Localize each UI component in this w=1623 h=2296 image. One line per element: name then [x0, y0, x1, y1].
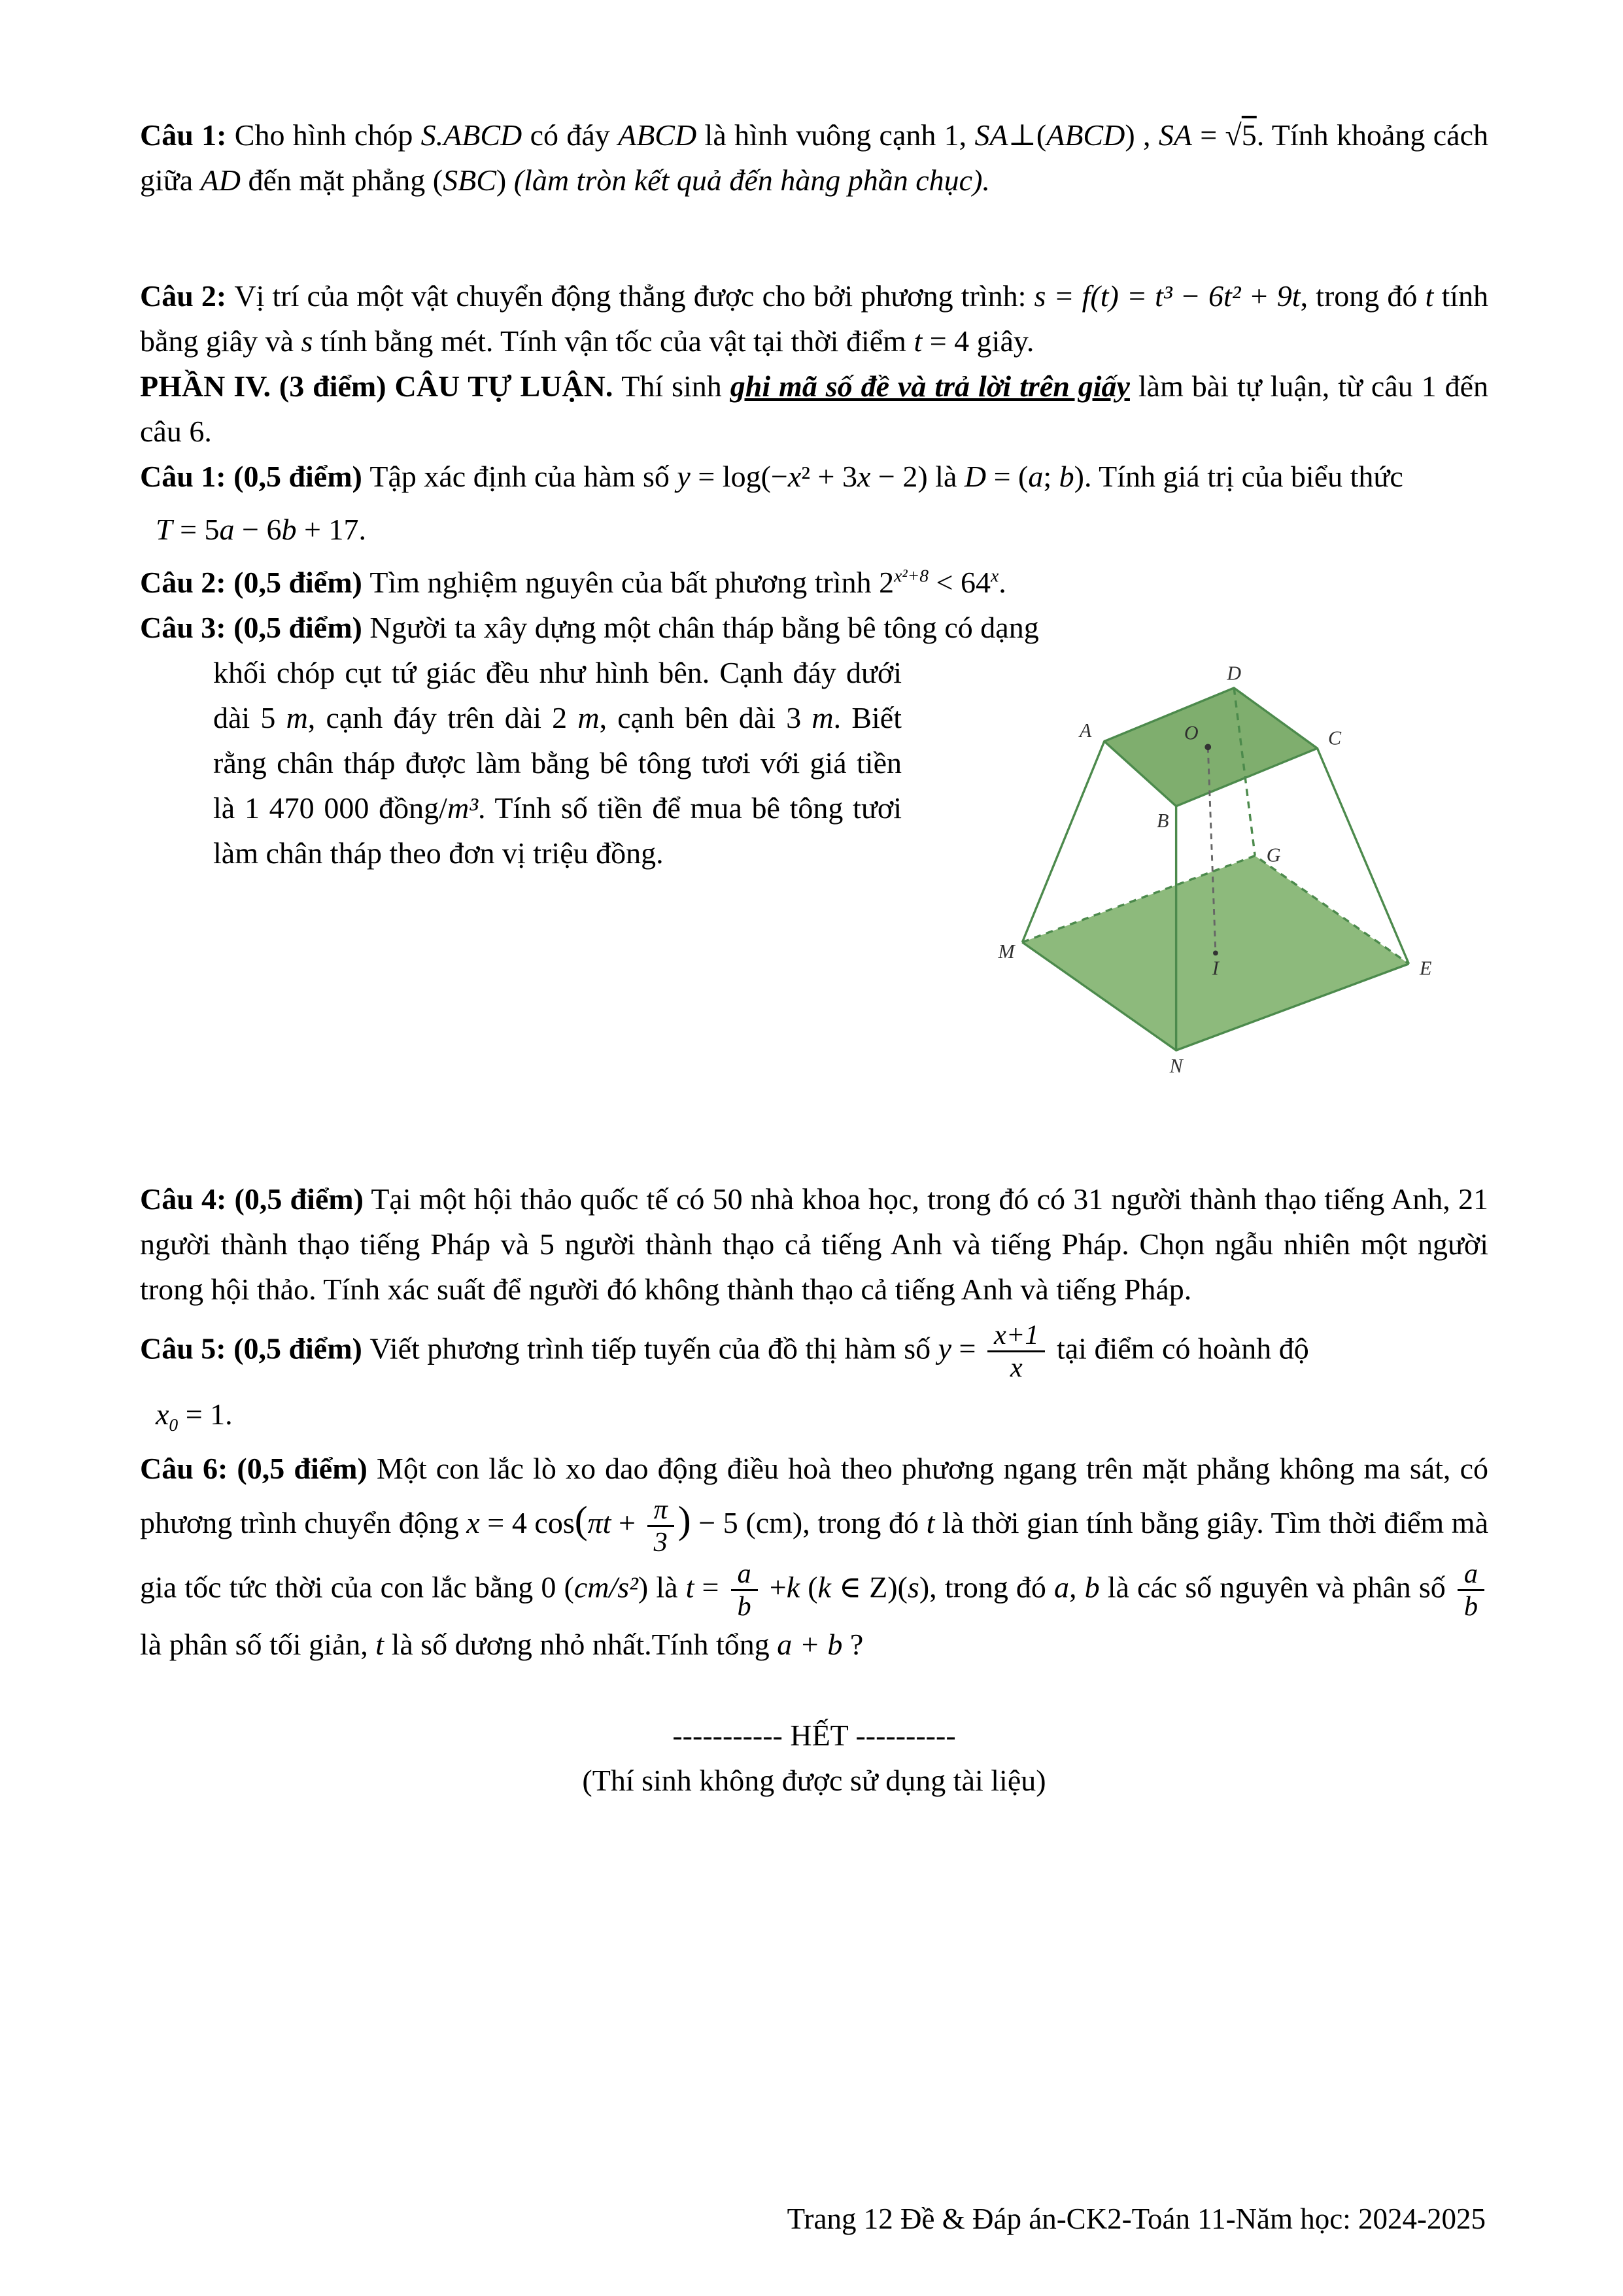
- vertex-label-i: I: [1212, 957, 1219, 980]
- vertex-label-g: G: [1266, 844, 1281, 866]
- vertex-label-e: E: [1420, 957, 1432, 980]
- section-heading-part4: PHẦN IV. (3 điểm) CÂU TỰ LUẬN. Thí sinh ghi mã số đề và trả lời trên giấy làm bài tự luận, từ câu 1 đến câu 6.: [140, 369, 1489, 448]
- end-marker: ----------- HẾT ----------: [672, 1719, 956, 1753]
- vertex-label-b: B: [1157, 809, 1169, 832]
- question-part3-2: Câu 2: Vị trí của một vật chuyển động thẳng được cho bởi phương trình: s = f(t) = t³ − 6t² + 9t, trong đó t tính bằng giây và s tính bằng mét. Tính vận tốc của vật tại thời điểm t = 4 giây.: [140, 279, 1489, 358]
- essay-question-5: Câu 5: (0,5 điểm) Viết phương trình tiếp tuyến của đồ thị hàm số y = $\frac{x+1}{x}$ tại điểm có hoành độ: [140, 1320, 1309, 1384]
- vertex-label-a: A: [1079, 719, 1092, 742]
- expression-t: T = 5a − 6b + 17.: [156, 513, 366, 546]
- vertex-label-c: C: [1328, 727, 1342, 749]
- essay-question-1: Câu 1: (0,5 điểm) Tập xác định của hàm số y = log(−x² + 3x − 2) là D = (a; b). Tính giá trị của biểu thức: [140, 460, 1403, 493]
- essay-question-3-first-line: Câu 3: (0,5 điểm) Người ta xây dựng một chân tháp bằng bê tông có dạng: [140, 611, 1039, 644]
- essay-question-3: [140, 605, 1488, 1098]
- vertex-label-m: M: [998, 940, 1015, 963]
- essay-question-4: Câu 4: (0,5 điểm) Tại một hội thảo quốc tế có 50 nhà khoa học, trong đó có 31 người thành thạo tiếng Anh, 21 người thành thạo tiếng Pháp và 5 người thành thạo cả tiếng Anh và tiếng Pháp. Chọn ngẫu nhiên một người trong hội thảo. Tính xác suất để người đó không thành thạo cả tiếng Anh và tiếng Pháp.: [140, 1182, 1488, 1306]
- page-footer: Trang 12 Đề & Đáp án-CK2-Toán 11-Năm học: 2024-2025: [787, 2202, 1486, 2235]
- vertex-label-d: D: [1227, 662, 1241, 685]
- vertex-label-o: O: [1184, 721, 1199, 744]
- x0-line: $x_0 = 1$.: [156, 1397, 233, 1435]
- essay-question-6: Câu 6: (0,5 điểm) Một con lắc lò xo dao động điều hoà theo phương ngang trên mặt phẳng không ma sát, có phương trình chuyển động x = 4 cos(πt + $\frac{\pi}{3}$ ) − 5 (cm), trong đó t là thời gian tính bằng giây. Tìm thời điểm mà gia tốc tức thời của con lắc bằng 0 (cm/s²) là t = $\frac{a}{b}$ +k (k ∈ Z)(s), trong đó a, b là các số nguyên và phân số $\frac{a}{b}$ là phân số tối giản, t là số dương nhỏ nhất.Tính tổng a + b ?: [140, 1452, 1488, 1662]
- question-part3-1: Câu 1: Cho hình chóp S.ABCD có đáy ABCD là hình vuông cạnh 1, SA⊥(ABCD) , SA = √5. Tính khoảng cách giữa AD đến mặt phẳng (SBC) (làm tròn kết quả đến hàng phần chục).: [140, 118, 1488, 197]
- point-i-dot: [1213, 950, 1218, 955]
- essay-question-3-row: [140, 650, 1488, 1098]
- point-o-dot: [1204, 744, 1211, 751]
- frustum-figure: [985, 654, 1443, 1098]
- essay-question-3-body: khối chóp cụt tứ giác đều như hình bên. Cạnh đáy dưới dài 5 m, cạnh đáy trên dài 2 m, cạnh bên dài 3 m. Biết rằng chân tháp được làm bằng bê tông tươi với giá tiền là 1 470 000 đồng/m³. Tính số tiền để mua bê tông tươi làm chân tháp theo đơn vị triệu đồng.: [213, 656, 902, 870]
- essay-question-2: Câu 2: (0,5 điểm) Tìm nghiệm nguyên của bất phương trình $2^{x^2+8} < 64^x$.: [140, 565, 1006, 599]
- end-note: (Thí sinh không được sử dụng tài liệu): [582, 1764, 1046, 1798]
- vertex-label-n: N: [1169, 1055, 1183, 1078]
- frustum-svg: [985, 654, 1443, 1086]
